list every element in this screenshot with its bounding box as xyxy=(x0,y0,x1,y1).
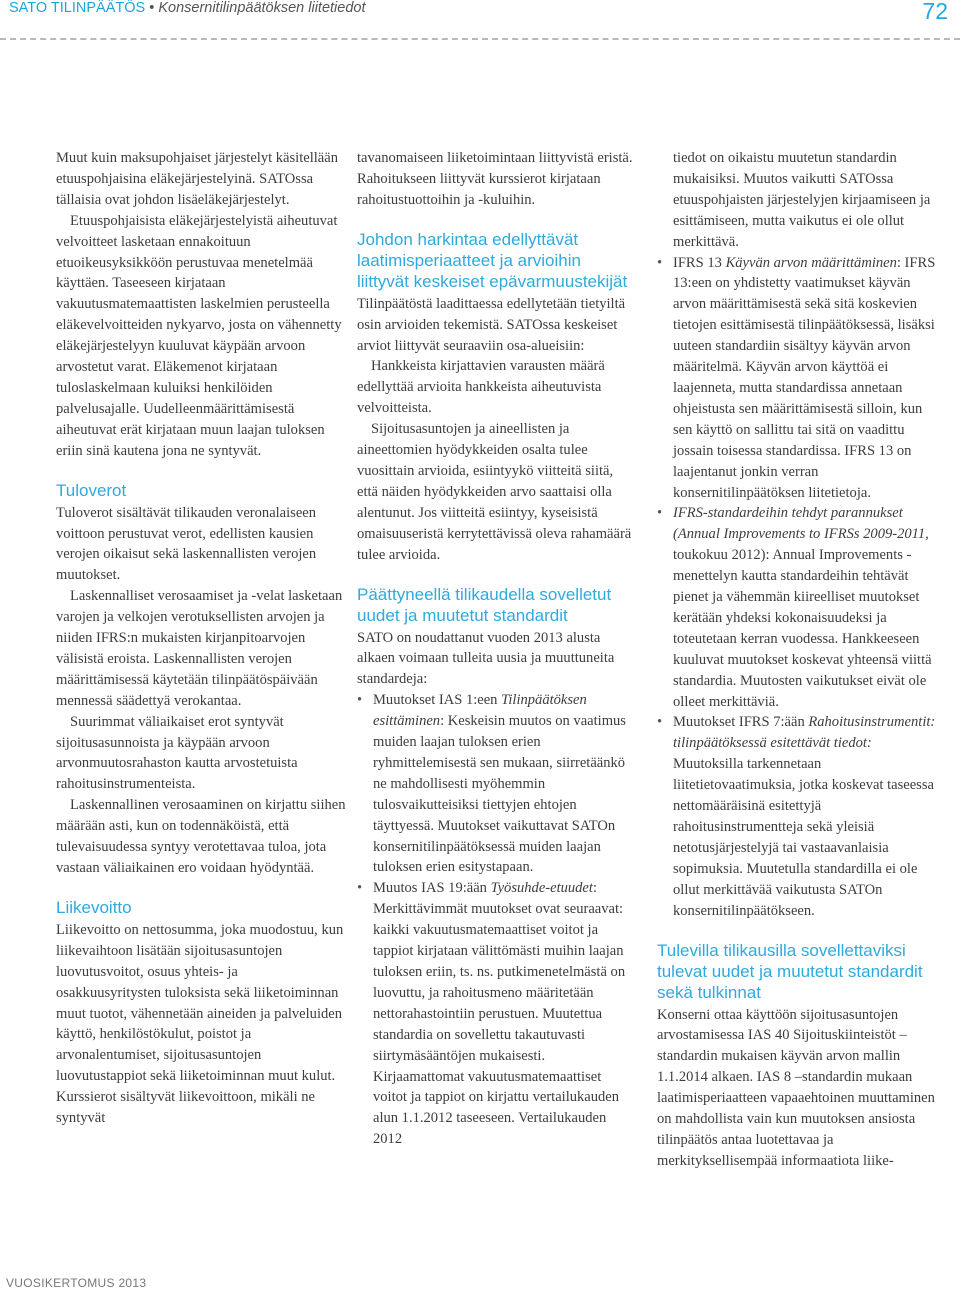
paragraph: Laskennallinen verosaaminen on kirjattu siihen määrään asti, kun on todennäköistä, että tulevaisuudessa syntyy verotettavaa tuloa, jota vastaan väliaikainen ero voidaan hyödyntää. xyxy=(56,797,346,876)
paragraph: SATO on noudattanut vuoden 2013 alusta alkaen voimaan tulleita uusia ja muuttuneita standardeja: xyxy=(357,629,615,688)
footer-label: VUOSIKERTOMUS 2013 xyxy=(6,1276,147,1290)
paragraph: Muut kuin maksupohjaiset järjestelyt käsitellään etuuspohjaisina eläkejärjestelyinä. SATOssa tällaisia ovat johdon lisäeläkejärjestelyt. xyxy=(56,150,338,208)
running-title xyxy=(9,0,365,16)
paragraph: Laskennalliset verosaamiset ja -velat lasketaan varojen ja velkojen verotuksellisten arvojen ja niiden IFRS:n mukaisten kirjanpitoarvojen välisistä eroista. Laskennallisten verojen määrittämisessä käytetään tilinpäätöspäivään mennessä säädettyä verokantaa. xyxy=(56,588,343,709)
header-divider xyxy=(0,38,960,40)
standards-list xyxy=(657,253,945,922)
paragraph: Sijoitusasuntojen ja aineellisten ja aineettomien hyödykkeiden osalta tulee vuosittain arvioida, esiintyykö viitteitä siitä, että näiden hyödykkeiden arvo saattaisi olla alentunut. Jos viitteitä esiintyy, kyseisistä omaisuuseristä kerrytettävissä oleva rahamäärä tulee arvioida. xyxy=(357,421,632,563)
heading-liikevoitto: Liikevoitto xyxy=(56,897,132,917)
page-header xyxy=(0,0,960,44)
paragraph: Liikevoitto on nettosumma, joka muodostuu, kun liikevaihtoon lisätään sijoitusasuntojen luovutusvoitot, osuus yhteis- ja osakkuusyritysten tuloksista sekä liiketoiminnan muut tuotot, vähennetään aineiden ja palveluiden käyttö, henkilöstökulut, poistot ja arvonalentumiset, sijoitusasuntojen luovutustappiot sekä liiketoiminnan muut kulut. Kurssierot sisältyvät liikevoittoon, mikäli ne syntyvät xyxy=(56,921,344,1127)
list-item-continuation: tiedot on oikaistu muutetun standardin mukaisiksi. Muutos vaikutti SATOssa etuuspohjaisten järjestelyjen kirjaamiseen ja esittämiseen, mutta vaikutus ei ole ollut merkittävä. xyxy=(673,150,931,250)
paragraph: Hankkeista kirjattavien varausten määrä edellyttää arvioita hankkeista aiheutuvista velvoitteista. xyxy=(357,358,605,417)
title-separator: • xyxy=(145,0,159,16)
paragraph: Tilinpäätöstä laadittaessa edellytetään tietyiltä osin arvioiden tekemistä. SATOssa keskeiset arviot liittyvät seuraaviin osa-alueisiin: xyxy=(357,295,626,354)
section-subtitle: Konsernitilinpäätöksen liitetiedot xyxy=(158,0,366,16)
column-2 xyxy=(357,148,637,1150)
list-item: • Muutos IAS 19:ään Työsuhde-etuudet: Merkittävimmät muutokset ovat seuraavat: kaikki vakuutusmatemaattiset voitot ja tappiot kirjataan välittömästi muihin laajan tuloksen eriin, ts. ns. putkimenetelmästä on luovuttu, ja rahoitusmeno määritetään nettorahastointiin perustuen. Muutettua standardia on sovellettu takautuvasti siirtymäsääntöjen mukaisesti. Kirjaamattomat vakuutusmatemaattiset voitot ja tappiot on kirjattu vertailukauden alun 1.1.2012 taseeseen. Vertailukauden 2012 xyxy=(357,878,637,1150)
paragraph: Etuuspohjaisista eläkejärjestelyistä aiheutuvat velvoitteet lasketaan ennakoituun etuoikeusyksikköön perustuvaa menetelmää käyttäen. Taseeseen kirjataan vakuutusmatemaattisten laskelmien perusteella eläkevelvoitteiden nykyarvo, josta on vähennetty eläkejärjestelyyn kuuluvat käypään arvoon arvostetut varat. Eläkemenot kirjataan tuloslaskelmaan kuluiksi henkilöiden palvelusajalle. Uudelleenmäärittämisestä aiheutuvat erät kirjataan muun laajan tuloksen eriin sinä kautena jona ne syntyvät. xyxy=(56,212,342,459)
paragraph: Suurimmat väliaikaiset erot syntyvät sijoitusasunnoista ja käypään arvoon arvonmuutosrahaston kautta arvostetuista rahoitusinstrumenteista. xyxy=(56,713,298,793)
paragraph: tavanomaiseen liiketoimintaan liittyvistä eristä. Rahoitukseen liittyvät kurssierot kirjataan rahoitustuottoihin ja -kuluihin. xyxy=(357,150,633,208)
heading-johdon-harkinta: Johdon harkintaa edellyttävät laatimisperiaatteet ja arvioihin liittyvät keskeiset epävarmuustekijät xyxy=(357,229,628,291)
list-item: • Muutokset IAS 1:een Tilinpäätöksen esittäminen: Keskeisin muutos on vaatimus muiden laajan tuloksen erien ryhmittelemisestä sen mukaan, siirretäänkö ne mahdollisesti myöhemmin tulosvaikutteisiksi tiettyjen ehtojen täyttyessä. Muutokset vaikuttavat SATOn konsernitilinpäätöksessä muiden laajan tuloksen erien esitystapaan. xyxy=(357,690,637,878)
heading-paattyneella: Päättyneellä tilikaudella sovelletut uudet ja muutetut standardit xyxy=(357,584,612,625)
standards-list xyxy=(357,690,637,1150)
brand-title: SATO TILINPÄÄTÖS xyxy=(9,0,146,16)
page-number: 72 xyxy=(922,0,948,24)
list-item: • IFRS 13 Käyvän arvon määrittäminen: IFRS 13:een on yhdistetty vaatimukset käyvän arvon määrittämisestä sekä sitä koskevien tietojen esittämisestä tilinpäätöksessä, lisäksi uuteen standardiin sisältyy käyvän arvon määritelmä. Käyvän arvon käyttöä ei laajenneta, mutta standardissa annetaan ohjeistusta sen määrittämisestä silloin, kun sen käyttö on sallittu tai sitä on vaadittu jossain toisessa standardissa. IFRS 13 on laajentanut jonkin verran konsernitilinpäätöksen liitetietoja. xyxy=(657,253,945,504)
column-1 xyxy=(56,148,346,1129)
list-item: • IFRS-standardeihin tehdyt parannukset (Annual Improvements to IFRSs 2009-2011, toukokuu 2012): Annual Improvements -menettelyn kautta standardeihin tehtävät pienet ja vähemmän kiireelliset muutokset kerätään yhdeksi kokonaisuudeksi ja toteutetaan kerran vuodessa. Hankkeeseen kuuluvat muutokset koskevat yhteensä viittä standardia. Muutosten vaikutukset eivät ole olleet merkittäviä. xyxy=(657,503,945,712)
paragraph: Konserni ottaa käyttöön sijoitusasuntojen arvostamisessa IAS 40 Sijoituskiinteistöt –standardin mukaisen käyvän arvon mallin 1.1.2014 alkaen. IAS 8 –standardin mukaan laatimisperiaatteen vapaaehtoinen muuttaminen on mahdollista vain kun muutoksen ansiosta tilinpäätös antaa luotettavaa ja merkityksellisempää informaatiota liike- xyxy=(657,1006,935,1169)
paragraph: Tuloverot sisältävät tilikauden veronalaiseen voittoon perustuvat verot, edellisten kausien verojen oikaisut sekä laskennallisten verojen muutokset. xyxy=(56,504,317,584)
heading-tuloverot: Tuloverot xyxy=(56,480,127,500)
heading-tulevilla: Tulevilla tilikausilla sovellettaviksi tulevat uudet ja muutetut standardit sekä tulkinnat xyxy=(657,940,923,1002)
column-3 xyxy=(657,148,945,1172)
list-item: • Muutokset IFRS 7:ään Rahoitusinstrumentit: tilinpäätöksessä esitettävät tiedot: Muutoksilla tarkennetaan liitetietovaatimuksia, jotka koskevat taseessa nettomääräisinä esitettyjä rahoitusinstrumentteja sekä yleisiä netotusjärjestelyjä tai vastaavanlaisia sopimuksia. Muutetulla standardilla ei ole ollut merkittävää vaikutusta SATOn konsernitilinpäätökseen. xyxy=(657,712,945,921)
